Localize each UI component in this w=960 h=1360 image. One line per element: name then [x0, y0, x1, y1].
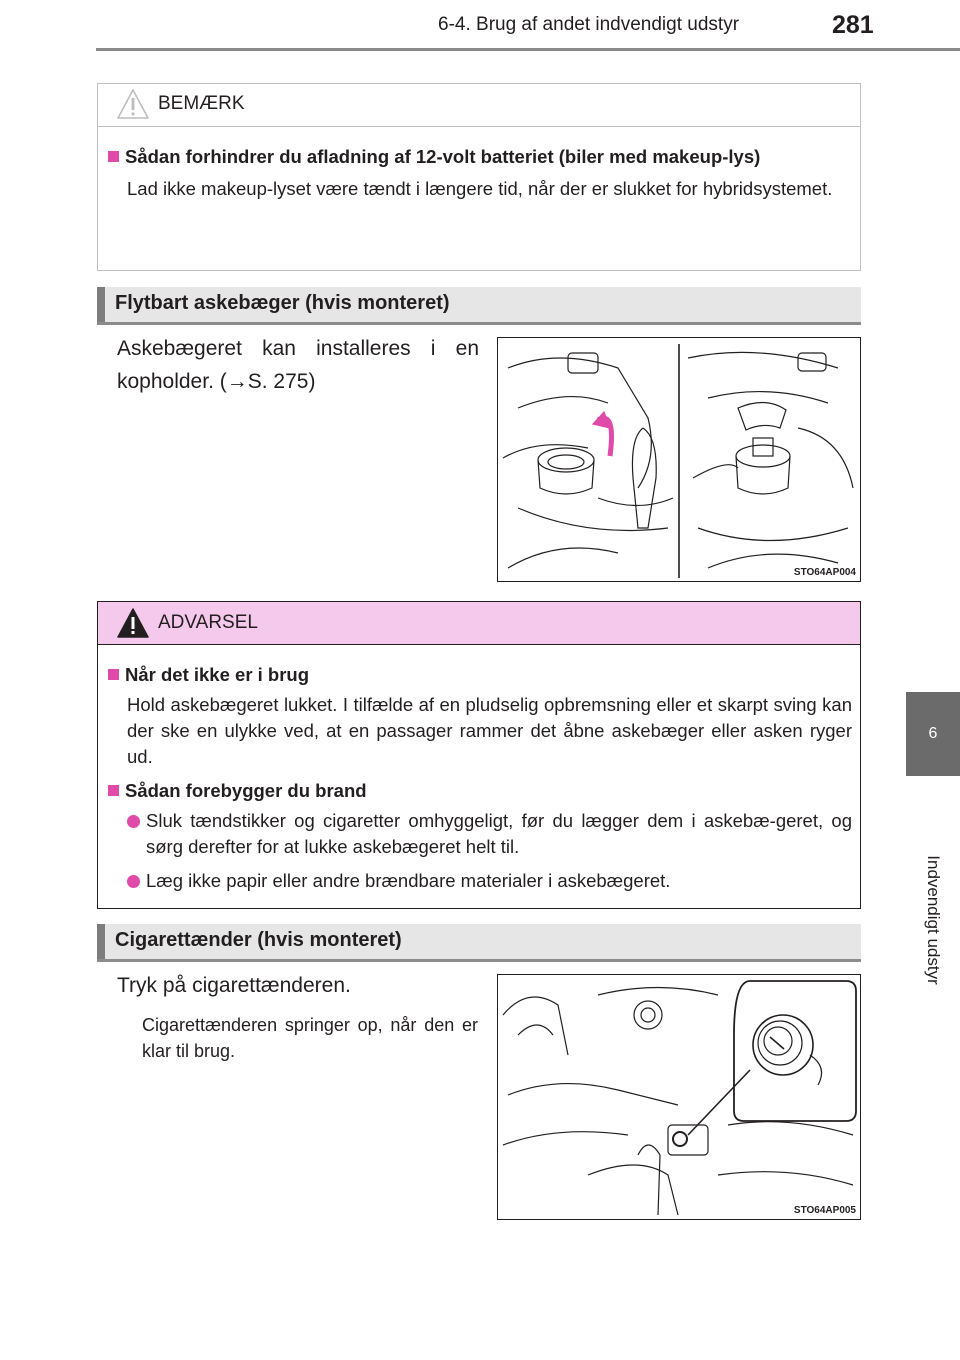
arrow-right-icon: →	[226, 370, 248, 393]
header-divider	[96, 48, 960, 51]
ashtray-text-line1: Askebægeret kan installeres i en	[117, 337, 479, 360]
chapter-label: Indvendigt udstyr	[924, 855, 943, 985]
warning-text-1: Hold askebægeret lukket. I tilfælde af en pludselig opbremsning eller et skarpt sving kan der ske en ulykke ved, at en passager rammer det åbne askebæger eller asken ryger ud.	[127, 694, 852, 767]
lighter-note: Cigarettænderen springer op, når den er klar til brug.	[142, 1015, 478, 1061]
warning-bullet-2: Læg ikke papir eller andre brændbare materialer i askebægeret.	[108, 868, 852, 894]
square-bullet-icon	[108, 151, 119, 162]
notice-header	[98, 84, 860, 127]
figure-code: STO64AP005	[793, 1205, 856, 1216]
warning-header	[98, 602, 860, 645]
warning-bullet-1: Sluk tændstikker og cigaretter omhyggeligt, før du lægger dem i askebæ-geret, og sørg derefter for at lukke askebægeret helt til.	[108, 808, 852, 860]
figure-code: STO64AP004	[793, 567, 856, 578]
section-title: 6-4. Brug af andet indvendigt udstyr	[438, 14, 740, 35]
warning-heading-1: Når det ikke er i brug	[108, 662, 852, 688]
round-bullet-icon	[127, 815, 140, 828]
lighter-instruction: Tryk på cigarettænderen.	[117, 974, 351, 997]
notice-text: Lad ikke makeup-lyset være tændt i længere tid, når der er slukket for hybridsystemet.	[127, 178, 833, 199]
warning-box	[97, 601, 861, 909]
figure-lighter	[497, 974, 861, 1220]
warning-content	[108, 662, 852, 894]
notice-box	[97, 83, 861, 271]
section-header-ashtray: Flytbart askebæger (hvis monteret)	[97, 287, 861, 325]
warning-label: ADVARSEL	[158, 612, 258, 633]
ashtray-text-line2: kopholder. (→S. 275)	[117, 370, 316, 393]
warning-heading-2: Sådan forebygger du brand	[108, 778, 852, 804]
notice-heading: Sådan forhindrer du afladning af 12-volt batteriet (biler med makeup-lys)	[108, 144, 852, 170]
warning-icon	[116, 607, 150, 639]
section-header-lighter: Cigarettænder (hvis monteret)	[97, 924, 861, 962]
square-bullet-icon	[108, 785, 119, 796]
figure-ashtray	[497, 337, 861, 582]
square-bullet-icon	[108, 669, 119, 680]
ashtray-illustration	[498, 338, 860, 581]
round-bullet-icon	[127, 875, 140, 888]
notice-content	[108, 144, 852, 202]
chapter-number: 6	[928, 725, 938, 742]
page-number: 281	[832, 11, 874, 39]
chapter-tab	[906, 692, 960, 776]
caution-outline-icon	[116, 88, 150, 120]
lighter-illustration	[498, 975, 860, 1219]
notice-label: BEMÆRK	[158, 93, 245, 114]
ashtray-text	[117, 332, 479, 398]
